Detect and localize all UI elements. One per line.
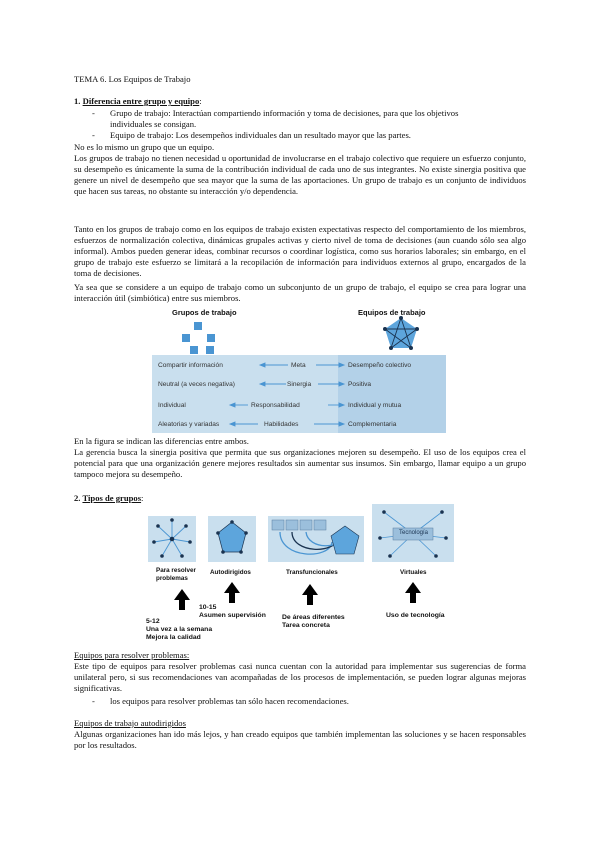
- type-label-line: Para resolver: [156, 567, 196, 574]
- type-label: Autodirigidos: [210, 569, 251, 576]
- section-title: Tipos de grupos: [82, 493, 142, 503]
- team-row-label: Complementaria: [348, 421, 397, 428]
- section-title: Diferencia entre grupo y equipo: [82, 96, 200, 106]
- criterion-label: Habilidades: [264, 421, 299, 428]
- group-row-label: Individual: [158, 402, 186, 409]
- team-row-label: Individual y mutua: [348, 402, 402, 409]
- criterion-label: Responsabilidad: [251, 402, 300, 409]
- bullet-dash: -: [92, 130, 95, 140]
- virtuales-note: Uso de tecnología: [386, 612, 445, 619]
- teams-title: Equipos de trabajo: [358, 308, 426, 317]
- team-row-label: Positiva: [348, 381, 372, 388]
- type-label: Virtuales: [400, 569, 427, 576]
- criterion-label: Sinergia: [287, 381, 312, 388]
- note-line: De áreas diferentes: [282, 614, 345, 621]
- type-label-line: problemas: [156, 575, 188, 582]
- group-row-label: Aleatorias y variadas: [158, 421, 220, 428]
- bullet-dash: -: [92, 108, 95, 118]
- paragraph: Los grupos de trabajo no tienen necesidad u oportunidad de involucrarse en el trabajo colectivo que requiere un esfuerzo conjunto, su desempeño es únicamente la suma de la contribución individual de cada uno de sus integrantes. No existe sinergia positiva que genere un nivel de desempeño que sea mayor que la suma de las aportaciones. Un grupo de trabajo es un conjunto de individuos que hacen sus tareas, no obstante su interacción y/o dependencia.: [74, 153, 526, 196]
- note-line: Mejora la calidad: [146, 634, 201, 641]
- type-label-resolver: [156, 567, 196, 583]
- type-label: Transfuncionales: [286, 569, 338, 576]
- subheading-autodirigidos: Equipos de trabajo autodirigidos: [74, 718, 186, 728]
- section-number: 1.: [74, 96, 81, 106]
- document-title: TEMA 6. Los Equipos de Trabajo: [74, 74, 191, 84]
- bullet-resolver: los equipos para resolver problemas tan sólo hacen recomendaciones.: [110, 696, 349, 706]
- team-row-label: Desempeño colectivo: [348, 362, 412, 369]
- paragraph: Tanto en los grupos de trabajo como en los equipos de trabajo existen expectativas respecto del comportamiento de los miembros, esfuerzos de normalización colectiva, dinámicas grupales activas y cierto nivel de toma de decisiones (aun cuando sólo sea algo informal). Ambos pueden generar ideas, combinar recursos o coordinar logística, como sus horarios laborales; sin embargo, en el grupo de trabajo este esfuerzo se limitará a la recopilación de información para individuos externos al grupo, encargados de la toma de decisiones.: [74, 224, 526, 278]
- paragraph: No es lo mismo un grupo que un equipo.: [74, 142, 215, 152]
- note-line: Asumen supervisión: [199, 612, 266, 619]
- group-squares-icon: [182, 322, 215, 354]
- section-number: 2.: [74, 493, 81, 503]
- subheading-resolver: Equipos para resolver problemas:: [74, 650, 190, 660]
- paragraph: En la figura se indican las diferencias entre ambos.: [74, 436, 249, 446]
- note-line: 10-15: [199, 604, 217, 611]
- paragraph: La gerencia busca la sinergia positiva que permita que sus organizaciones mejoren su desempeño. El uso de los equipos crea el potencial para que una organización genere mejores resultados sin aumentar sus insumos. Sin embargo, llamar equipo a un grupo tampoco mejora su desempeño.: [74, 447, 526, 479]
- paragraph: Ya sea que se considere a un equipo de trabajo como un subconjunto de un grupo de trabajo, el equipo se crea para lograr una interacción útil (simbiótica) entre sus miembros.: [74, 282, 526, 303]
- bullet-dash: -: [92, 696, 95, 706]
- section-colon: :: [199, 96, 202, 106]
- resolver-note: [146, 618, 212, 642]
- team-types-figure: [140, 504, 460, 644]
- tech-label: Tecnología: [399, 530, 429, 536]
- transfuncionales-note: [282, 614, 345, 630]
- note-line: 5-12: [146, 618, 160, 625]
- paragraph: Algunas organizaciones han ido más lejos, y han creado equipos que también implementan las soluciones y se hacen responsables por los resultados.: [74, 729, 526, 750]
- bullet-equipo: Equipo de trabajo: Los desempeños individuales dan un resultado mayor que las partes.: [110, 130, 411, 140]
- criterion-label: Meta: [291, 362, 306, 369]
- groups-title: Grupos de trabajo: [172, 308, 237, 317]
- team-network-icon: [383, 316, 419, 350]
- bullet-grupo: Grupo de trabajo: Interactúan compartiendo información y toma de decisiones, para que los objetivos: [110, 108, 459, 118]
- section-2-heading: [74, 493, 143, 504]
- groups-vs-teams-figure: [152, 304, 446, 434]
- bullet-grupo-cont: individuales se consigan.: [110, 119, 197, 129]
- group-row-label: Neutral (a veces negativa): [158, 381, 235, 388]
- paragraph: Este tipo de equipos para resolver problemas casi nunca cuentan con la autoridad para implementar sus sugerencias de forma unilateral pero, si sus recomendaciones van acompañadas de los procesos de implementación, se pueden lograr algunas mejoras significativas.: [74, 661, 526, 693]
- group-row-label: Compartir información: [158, 362, 223, 369]
- note-line: Una vez a la semana: [146, 626, 213, 633]
- note-line: Tarea concreta: [282, 622, 330, 629]
- section-1-heading: [74, 96, 202, 107]
- section-colon: :: [141, 493, 144, 503]
